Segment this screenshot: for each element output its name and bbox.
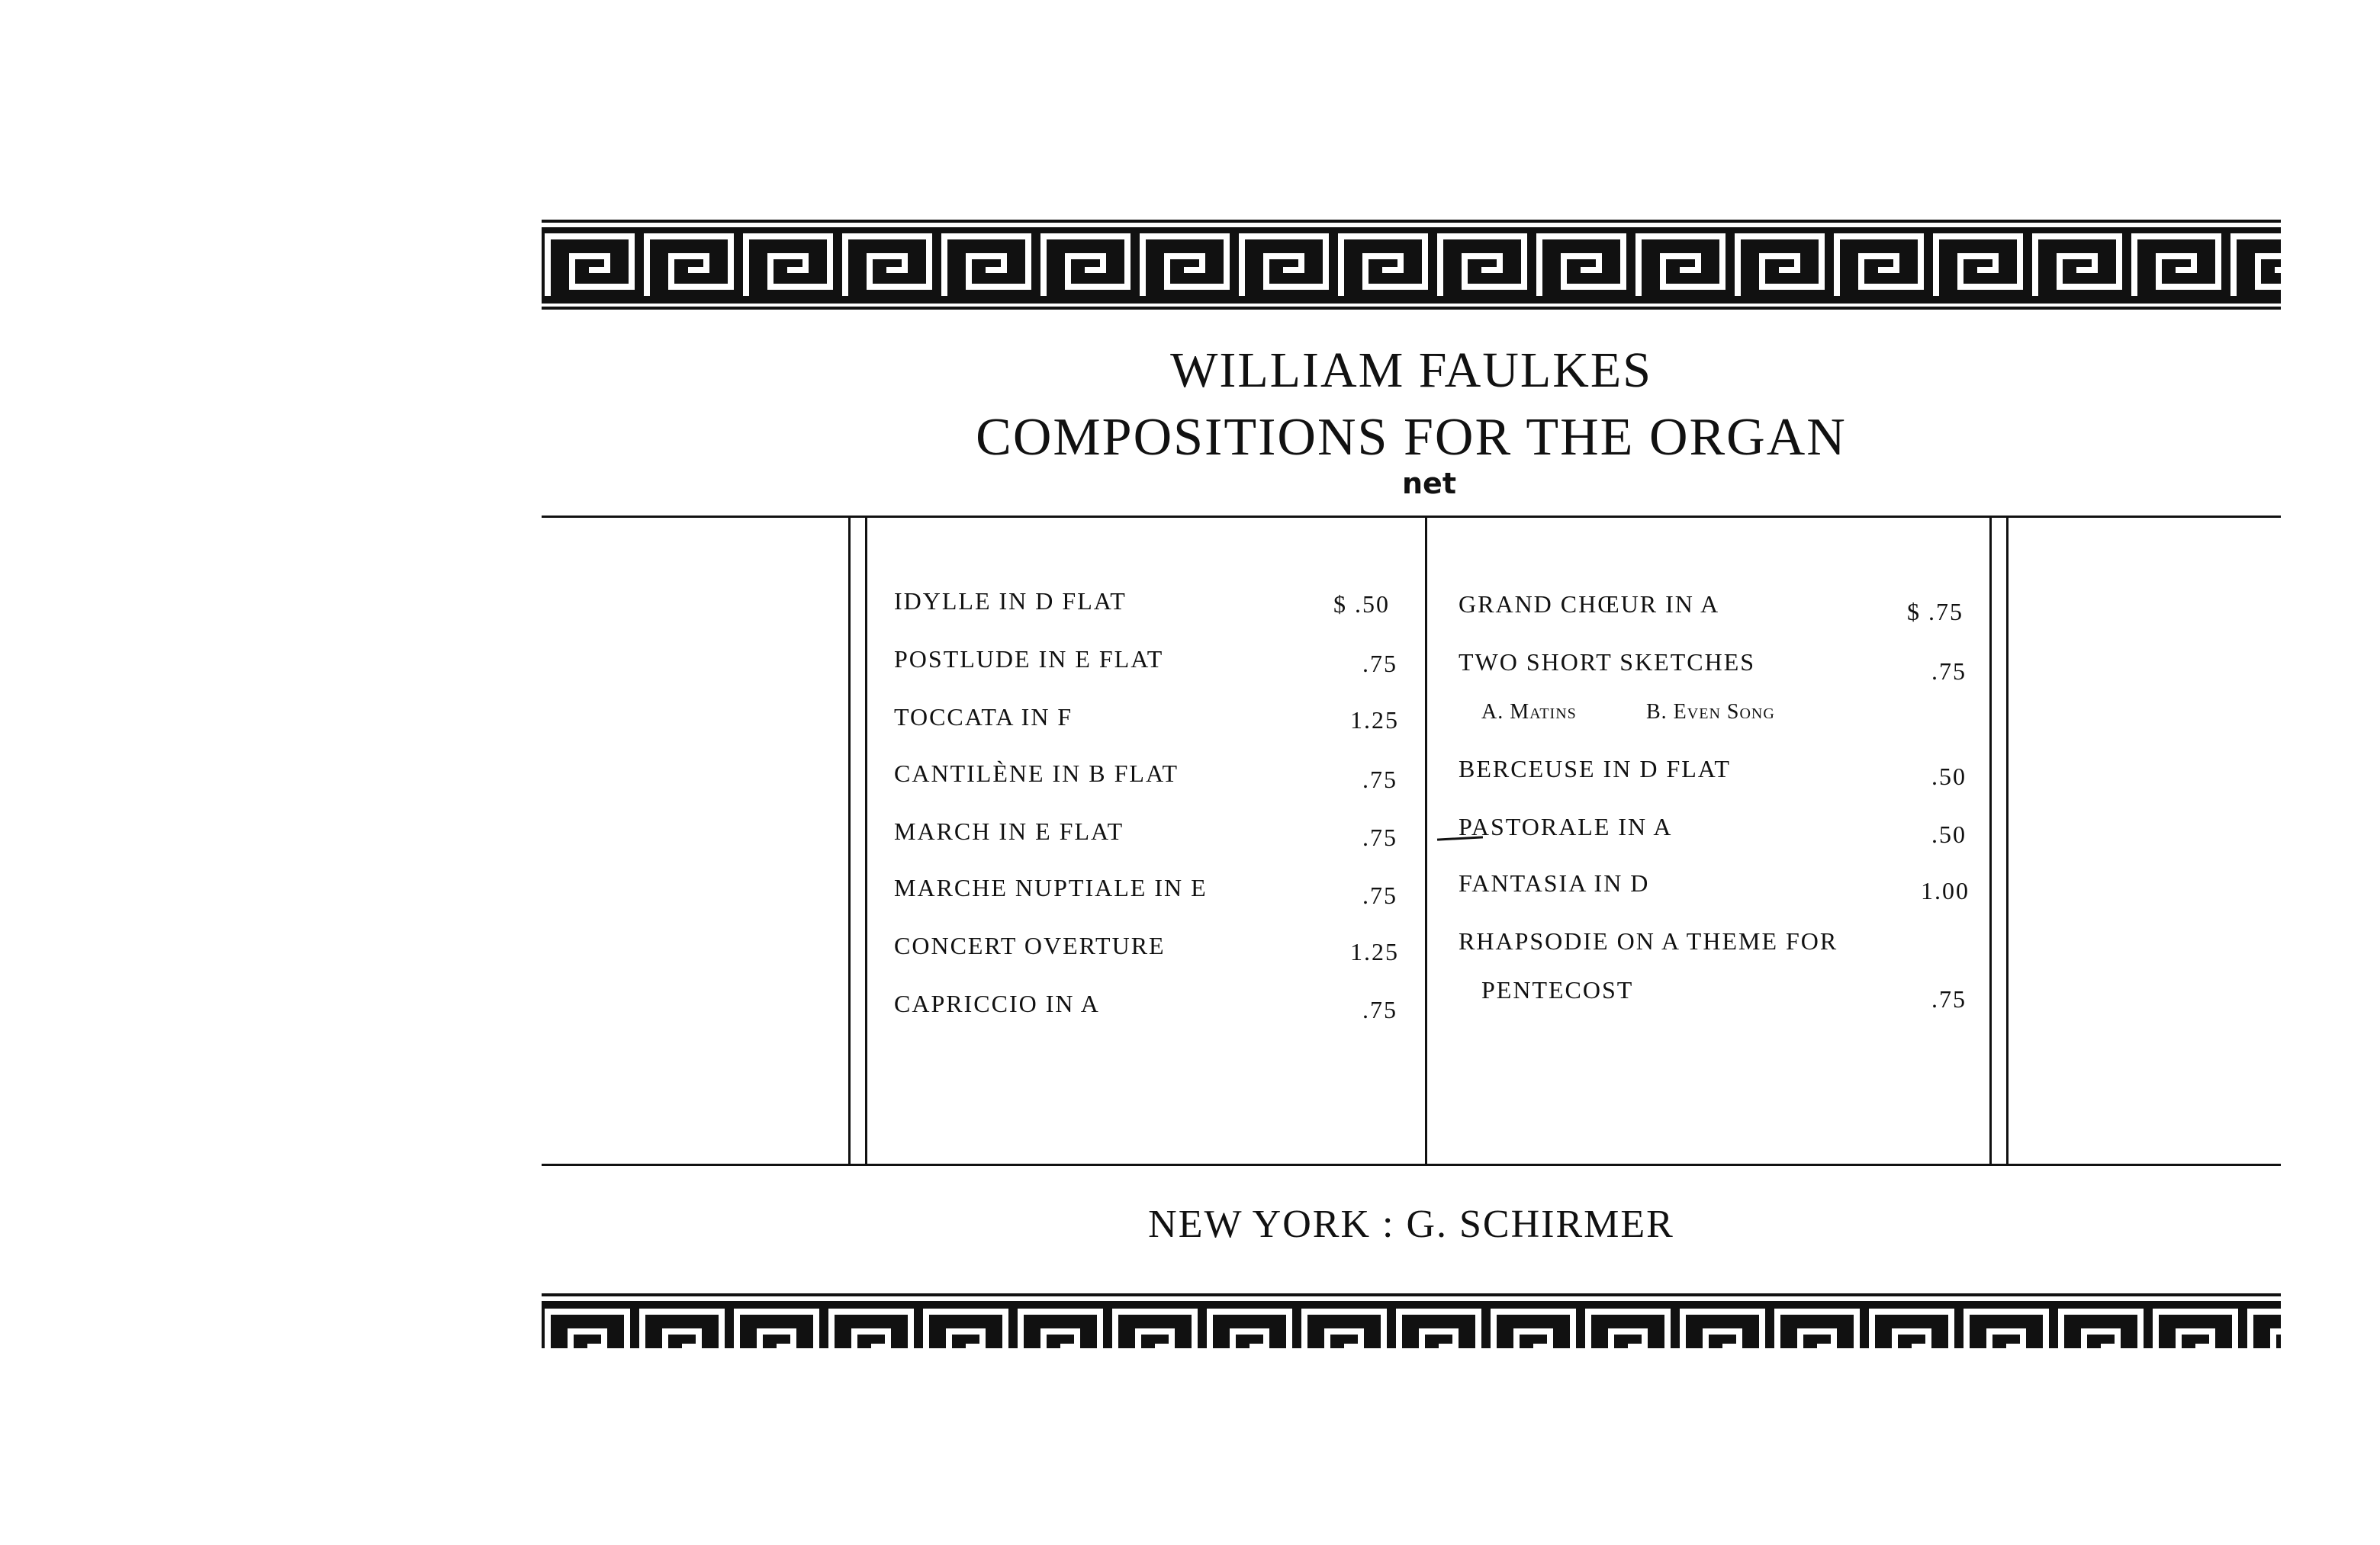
list-item-title: MARCHE NUPTIALE IN E [894, 874, 1208, 901]
list-item-title: TWO SHORT SKETCHES [1459, 648, 1756, 676]
list-item-title: RHAPSODIE ON A THEME FOR [1459, 927, 1838, 955]
center-divider [1425, 517, 1427, 1164]
list-item-price: .75 [1931, 657, 1967, 685]
table-top-rule [542, 516, 2281, 518]
list-item-title: CONCERT OVERTURE [894, 932, 1166, 959]
list-item-price: 1.25 [1350, 938, 1399, 965]
list-item-price: .75 [1362, 824, 1397, 851]
collection-title: COMPOSITIONS FOR THE ORGAN [976, 408, 1847, 467]
list-item-title: PENTECOST [1481, 976, 1634, 1004]
bottom-greek-key-border [542, 1293, 2281, 1348]
list-item-title: GRAND CHŒUR IN A [1459, 590, 1720, 618]
list-item-title: CANTILÈNE IN B FLAT [894, 760, 1179, 787]
right-outer-divider [2006, 517, 2009, 1164]
list-item-price: $ .75 [1907, 598, 1963, 625]
list-item-price: 1.00 [1921, 877, 1970, 904]
list-item-title: TOCCATA IN F [894, 703, 1073, 731]
list-item-title: POSTLUDE IN E FLAT [894, 645, 1164, 673]
sketch-a-label: A. Matins [1481, 700, 1577, 724]
left-inner-divider [865, 517, 867, 1164]
list-item-title: PASTORALE IN A [1459, 813, 1673, 840]
list-item-price: .50 [1931, 763, 1967, 790]
list-item-title: MARCH IN E FLAT [894, 817, 1124, 845]
list-item-price: .75 [1931, 985, 1967, 1013]
net-label: net [1402, 467, 1456, 500]
list-item-title: BERCEUSE IN D FLAT [1459, 755, 1731, 782]
list-item-price: .75 [1362, 650, 1397, 677]
list-item-title: FANTASIA IN D [1459, 869, 1650, 897]
publisher-line: NEW YORK : G. SCHIRMER [1148, 1203, 1674, 1246]
list-item-price: .75 [1362, 882, 1397, 909]
right-inner-divider [1989, 517, 1992, 1164]
list-item-price: 1.25 [1350, 706, 1399, 734]
list-item-price: .75 [1362, 766, 1397, 793]
list-item-price: $ .50 [1333, 590, 1390, 618]
left-outer-divider [848, 517, 851, 1164]
list-item-price: .75 [1362, 996, 1397, 1023]
top-greek-key-border [542, 220, 2281, 311]
list-item-title: CAPRICCIO IN A [894, 990, 1100, 1017]
list-item-title: IDYLLE IN D FLAT [894, 587, 1127, 615]
composer-name: WILLIAM FAULKES [1170, 342, 1652, 398]
sketch-b-label: B. Even Song [1646, 700, 1775, 724]
list-item-price: .50 [1931, 821, 1967, 848]
table-bottom-rule [542, 1164, 2281, 1166]
